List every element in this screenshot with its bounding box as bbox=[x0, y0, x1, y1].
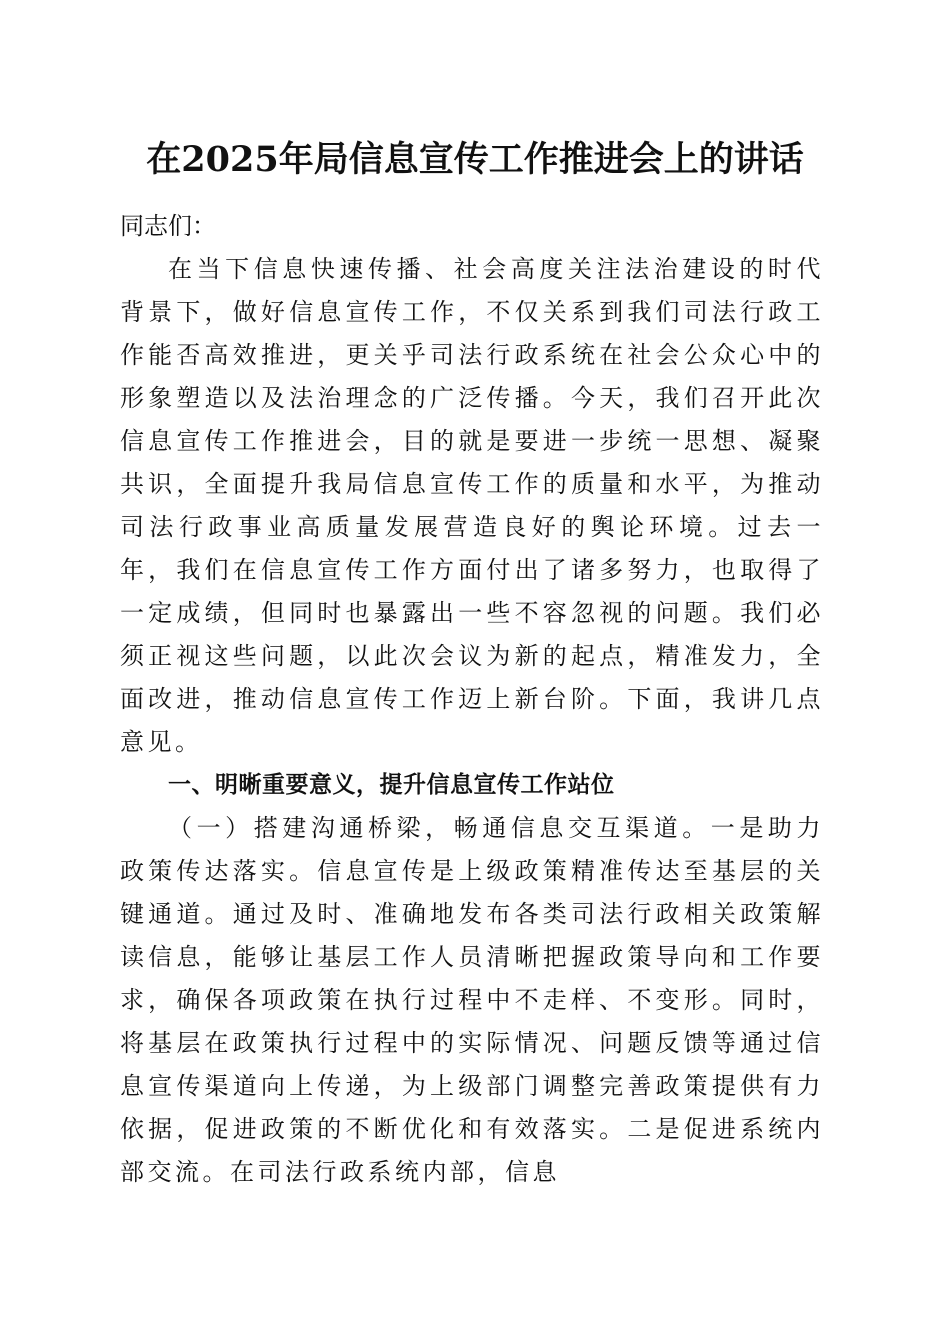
document-body bbox=[120, 205, 824, 1194]
salutation: 同志们： bbox=[120, 212, 216, 240]
document-title: 在2025年局信息宣传工作推进会上的讲话 bbox=[146, 139, 804, 180]
section-heading: 一、明晰重要意义，提升信息宣传工作站位 bbox=[168, 772, 615, 798]
intro-paragraph: 在当下信息快速传播、社会高度关注法治建设的时代背景下，做好信息宣传工作，不仅关系到我们司法行政工作能否高效推进，更关乎司法行政系统在社会公众心中的形象塑造以及法治理念的广泛传播。今天，我们召开此次信息宣传工作推进会，目的就是要进一步统一思想、凝聚共识，全面提升我局信息宣传工作的质量和水平，为推动司法行政事业高质量发展营造良好的舆论环境。过去一年，我们在信息宣传工作方面付出了诸多努力，也取得了一定成绩，但同时也暴露出一些不容忽视的问题。我们必须正视这些问题，以此次会议为新的起点，精准发力，全面改进，推动信息宣传工作迈上新台阶。下面，我讲几点意见。 bbox=[120, 255, 824, 756]
subsection-paragraph: （一）搭建沟通桥梁，畅通信息交互渠道。一是助力政策传达落实。信息宣传是上级政策精准传达至基层的关键通道。通过及时、准确地发布各类司法行政相关政策解读信息，能够让基层工作人员清晰把握政策导向和工作要求，确保各项政策在执行过程中不走样、不变形。同时，将基层在政策执行过程中的实际情况、问题反馈等通过信息宣传渠道向上传递，为上级部门调整完善政策提供有力依据，促进政策的不断优化和有效落实。二是促进系统内部交流。在司法行政系统内部，信息 bbox=[120, 814, 824, 1186]
